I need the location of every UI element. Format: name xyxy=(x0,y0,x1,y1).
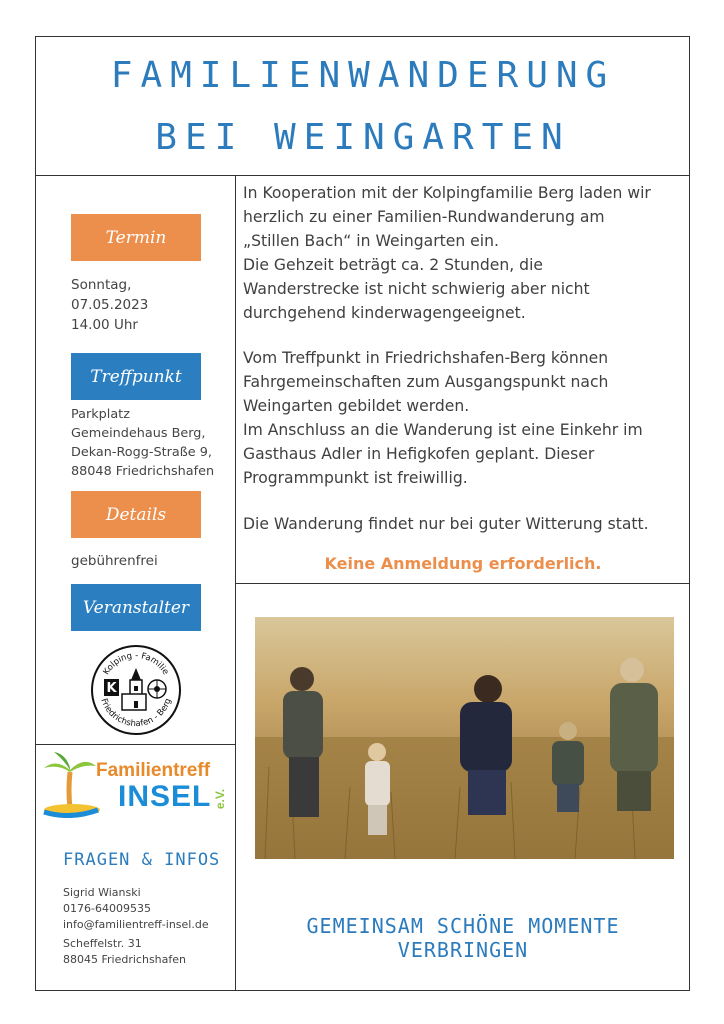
text-line: Im Anschluss an die Wanderung ist eine Einkehr im xyxy=(243,421,643,439)
header-divider xyxy=(35,175,690,176)
registration-note: Keine Anmeldung erforderlich. xyxy=(324,554,602,573)
address-line: Scheffelstr. 31 xyxy=(63,937,142,950)
main-divider xyxy=(235,583,690,584)
contact-email[interactable]: info@familientreff-insel.de xyxy=(63,918,209,931)
treffpunkt-info xyxy=(71,405,214,481)
details-label: Details xyxy=(71,491,201,538)
treffpunkt-line: Dekan-Rogg-Straße 9, xyxy=(71,445,212,460)
intro-paragraph xyxy=(243,181,683,325)
termin-line: 07.05.2023 xyxy=(71,297,149,313)
text-line: durchgehend kinderwagengeeignet. xyxy=(243,304,526,322)
treffpunkt-line: Parkplatz xyxy=(71,407,130,422)
details-text: gebührenfrei xyxy=(71,553,158,569)
text-line: Fahrgemeinschaften zum Ausgangspunkt nach xyxy=(243,373,609,391)
svg-text:K: K xyxy=(106,681,117,696)
weather-note: Die Wanderung findet nur bei guter Witterung statt. xyxy=(243,515,649,533)
veranstalter-label: Veranstalter xyxy=(71,584,201,631)
text-line: Die Gehzeit beträgt ca. 2 Stunden, die xyxy=(243,256,543,274)
svg-text:Friedrichshafen - Berg: Friedrichshafen - Berg xyxy=(98,697,174,730)
termin-line: Sonntag, xyxy=(71,277,132,293)
palm-island-icon xyxy=(40,750,100,818)
text-line: Weingarten gebildet werden. xyxy=(243,397,470,415)
kolping-logo xyxy=(90,644,182,736)
text-line: In Kooperation mit der Kolpingfamilie Berg laden wir xyxy=(243,184,651,202)
contact-address xyxy=(63,936,186,968)
treffpunkt-line: 88048 Friedrichshafen xyxy=(71,464,215,479)
family-photo xyxy=(255,617,674,859)
slogan: GEMEINSAM SCHÖNE MOMENTE VERBRINGEN xyxy=(306,914,620,962)
treffpunkt-label: Treffpunkt xyxy=(71,353,201,400)
text-line: Programmpunkt ist freiwillig. xyxy=(243,469,468,487)
text-line: Gasthaus Adler in Hefigkofen geplant. Dieser xyxy=(243,445,595,463)
logo-suffix-ev: e.V. xyxy=(213,788,228,810)
treffpunkt-line: Gemeindehaus Berg, xyxy=(71,426,206,441)
logo-word-insel: INSEL xyxy=(118,780,212,813)
svg-text:Kolping - Familie: Kolping - Familie xyxy=(101,650,171,677)
text-line: Wanderstrecke ist nicht schwierig aber nicht xyxy=(243,280,590,298)
text-line: herzlich zu einer Familien-Rundwanderung am xyxy=(243,208,605,226)
contact-name: Sigrid Wianski xyxy=(63,886,141,899)
termin-info xyxy=(71,275,148,335)
page-title-line2: BEI WEINGARTEN xyxy=(155,117,571,158)
page-title-line1: FAMILIENWANDERUNG xyxy=(110,55,616,96)
sidebar-divider xyxy=(35,744,236,745)
termin-label: Termin xyxy=(71,214,201,261)
text-line: „Stillen Bach“ in Weingarten ein. xyxy=(243,232,499,250)
familientreff-insel-logo xyxy=(40,750,230,820)
fragen-title: FRAGEN & INFOS xyxy=(63,850,221,870)
address-line: 88045 Friedrichshafen xyxy=(63,953,186,966)
termin-line: 14.00 Uhr xyxy=(71,317,138,333)
contact-phone: 0176-64009535 xyxy=(63,902,151,915)
contact-info xyxy=(63,885,209,933)
travel-paragraph xyxy=(243,346,683,490)
logo-word-familientreff: Familientreff xyxy=(96,760,211,781)
text-line: Vom Treffpunkt in Friedrichshafen-Berg können xyxy=(243,349,609,367)
